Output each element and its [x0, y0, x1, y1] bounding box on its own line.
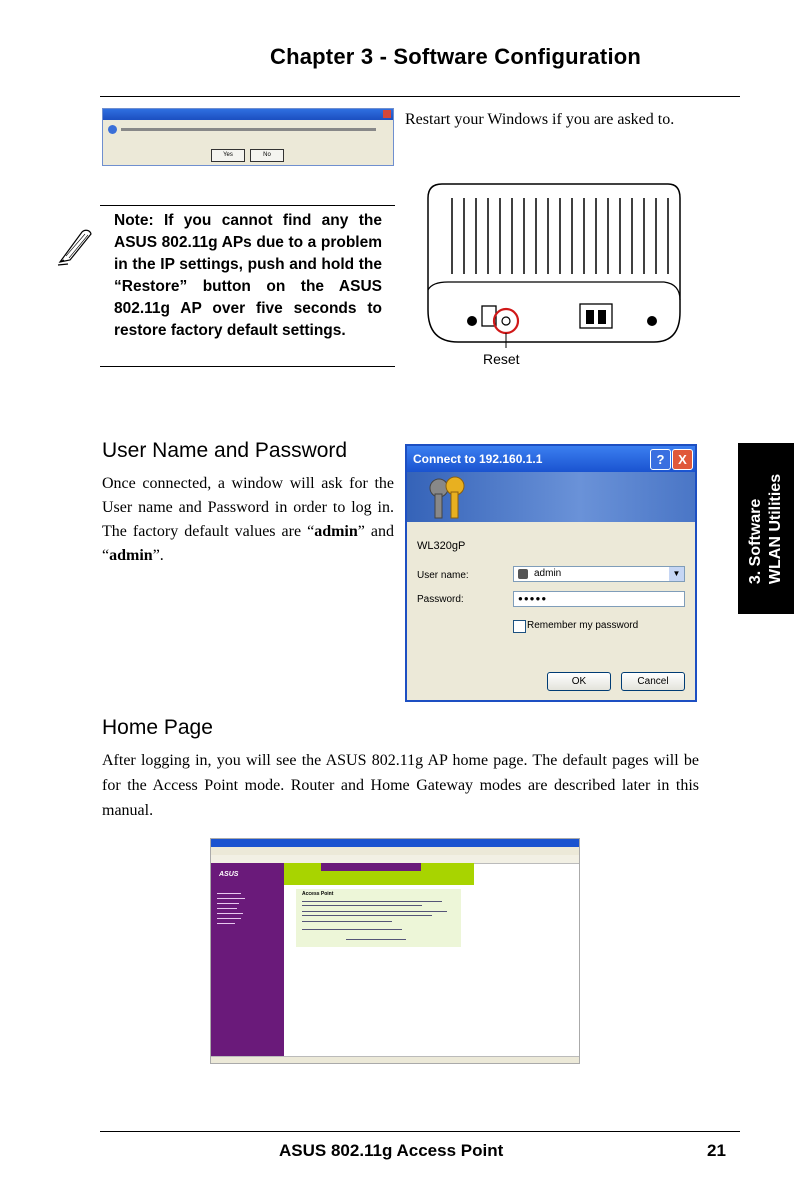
asus-logo: ASUS [219, 871, 239, 878]
footer-title: ASUS 802.11g Access Point [279, 1141, 504, 1160]
home-section-body: After logging in, you will see the ASUS 802.11g AP home page. The default pages will be for the Access Point mode. Router and Home Gateway modes are described later in this manual. [102, 752, 699, 819]
restart-instruction: Restart your Windows if you are asked to. [405, 111, 675, 128]
close-icon [383, 110, 391, 118]
user-section-heading: User Name and Password [102, 439, 348, 462]
ok-button[interactable]: OK [547, 672, 611, 691]
panel-title: Access Point [302, 891, 334, 897]
default-username: admin [314, 523, 358, 540]
screenshot-panel [296, 889, 461, 947]
username-label: User name: [417, 570, 469, 581]
password-label: Password: [417, 594, 464, 605]
reset-label: Reset [483, 351, 520, 367]
restart-dialog-screenshot [102, 108, 394, 166]
remember-checkbox[interactable] [513, 620, 526, 633]
footer-rule [100, 1131, 740, 1132]
body-text-2: ” and “ [102, 523, 395, 564]
no-button[interactable]: No [250, 149, 284, 162]
body-text-3: ”. [152, 547, 164, 564]
login-dialog-screenshot [405, 444, 697, 702]
side-tab-text [746, 474, 786, 584]
password-field[interactable]: ●●●●● [513, 591, 685, 607]
username-value: admin [534, 568, 562, 579]
side-tab-line1: 3. Software [747, 498, 764, 585]
home-section-heading: Home Page [102, 716, 213, 739]
help-button[interactable]: ? [650, 449, 671, 470]
login-title: Connect to 192.160.1.1 [413, 452, 543, 466]
login-banner [407, 472, 695, 522]
question-icon [108, 125, 117, 134]
close-button[interactable]: X [672, 449, 693, 470]
note-text: Note: If you cannot find any the ASUS 802.11g APs due to a problem in the IP settings, push and hold the “Restore” button on the ASUS 802.11g AP over five seconds to restore factory default settings. [114, 212, 382, 339]
side-tab-line2: WLAN Utilities [767, 473, 784, 585]
note-top-rule [100, 205, 395, 206]
username-field[interactable] [513, 566, 685, 582]
chevron-down-icon[interactable]: ▼ [669, 567, 684, 581]
chapter-side-tab [738, 443, 794, 614]
home-page-screenshot [210, 838, 580, 1064]
browser-statusbar [211, 1056, 579, 1063]
screenshot-sidebar [211, 863, 284, 1063]
screenshot-banner-tab [321, 863, 421, 871]
dialog-titlebar [103, 109, 393, 120]
default-password: admin [109, 547, 153, 564]
browser-titlebar [211, 839, 579, 847]
user-section-body [102, 472, 394, 568]
browser-menubar [211, 847, 579, 855]
pen-note-icon [54, 226, 96, 268]
device-name: WL320gP [417, 540, 466, 552]
body-text-1: Once connected, a window will ask for the User name and Password in order to log in. The factory default values are “ [102, 475, 394, 540]
cancel-button[interactable]: Cancel [621, 672, 685, 691]
yes-button[interactable]: Yes [211, 149, 245, 162]
access-point-device-illustration [418, 180, 684, 350]
header-rule [100, 96, 740, 97]
note-bottom-rule [100, 366, 395, 367]
remember-label: Remember my password [527, 620, 639, 631]
keys-icon [417, 474, 477, 522]
user-icon [518, 569, 528, 579]
page-number: 21 [707, 1141, 726, 1160]
dialog-message-blur [121, 127, 376, 133]
chapter-title: Chapter 3 - Software Configuration [270, 44, 642, 69]
